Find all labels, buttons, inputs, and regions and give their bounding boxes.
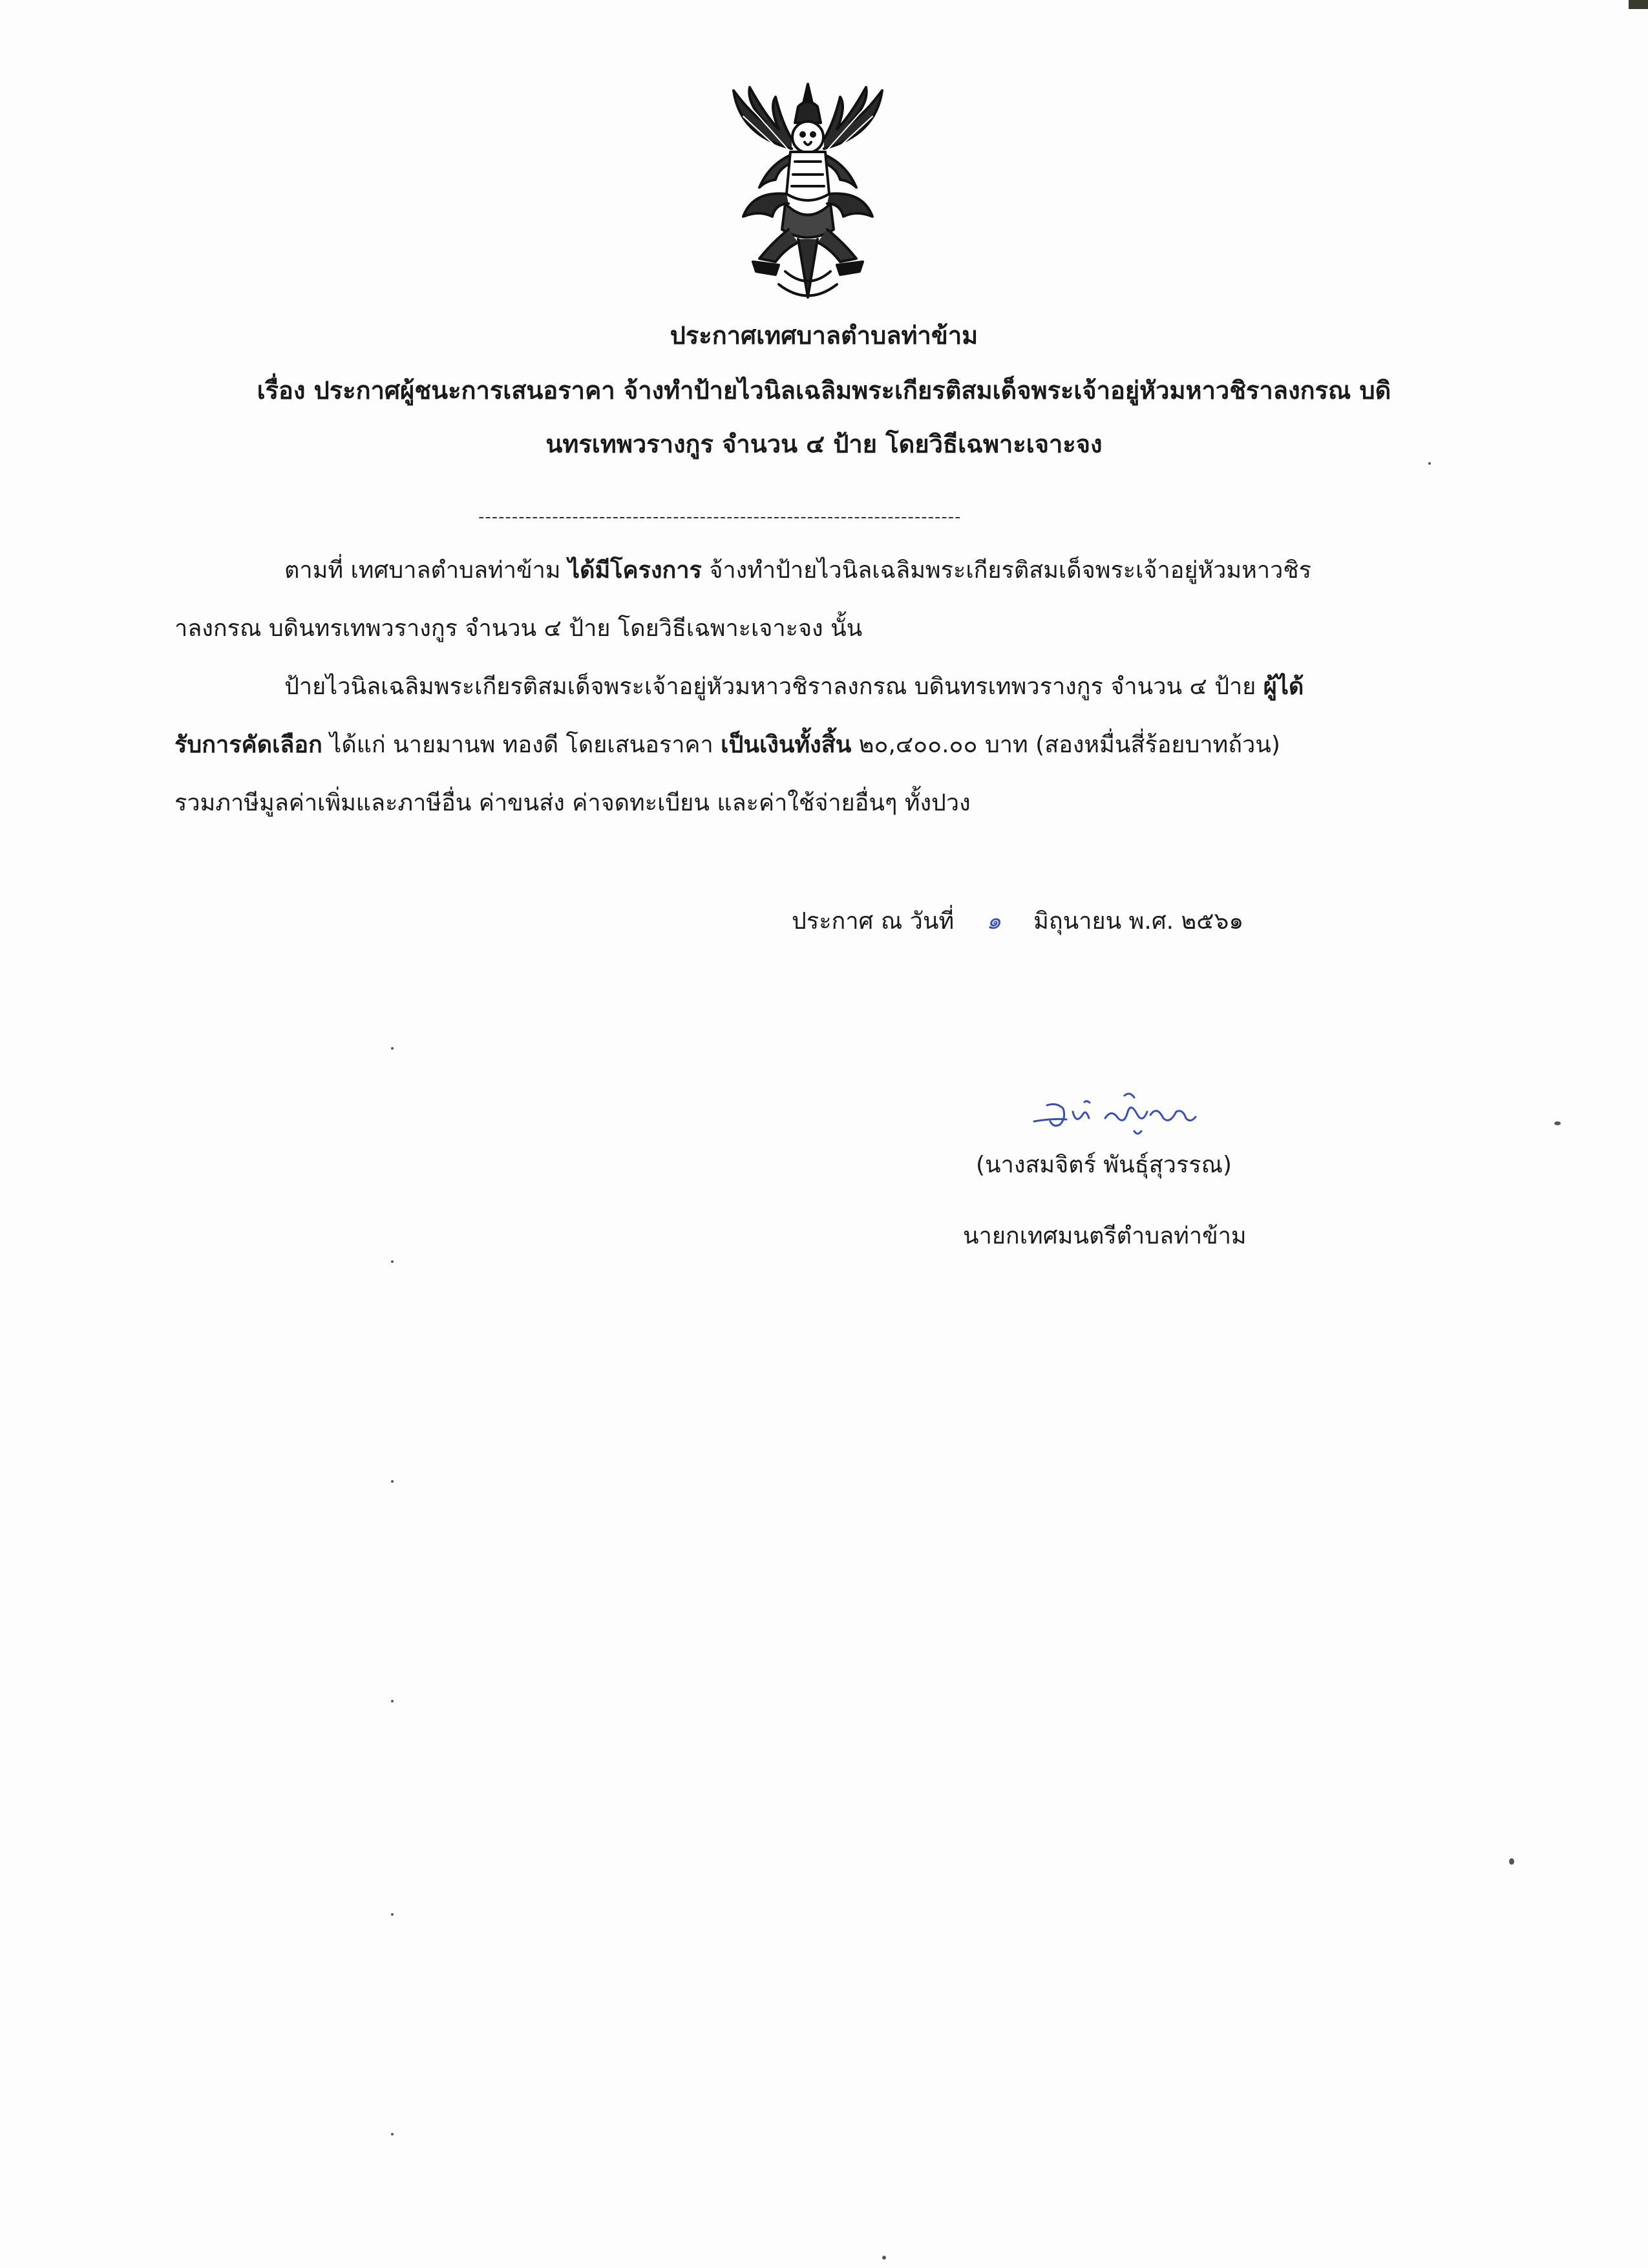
paragraph-2-amount: ๒๐,๔๐๐.๐๐ บาท (สองหมื่นสี่ร้อยบาทถ้วน) — [851, 732, 1280, 758]
announcement-date — [792, 910, 1243, 933]
scan-speck — [391, 2133, 394, 2136]
paragraph-2-total-label: เป็นเงินทั้งสิ้น — [721, 732, 852, 758]
paragraph-2-line-3: รวมภาษีมูลค่าเพิ่มและภาษีอื่น ค่าขนส่ง ค่าจดทะเบียน และค่าใช้จ่ายอื่นๆ ทั้งปวง — [174, 790, 971, 816]
signatory-position: นายกเทศมนตรีตำบลท่าข้าม — [963, 1223, 1247, 1249]
scan-edge-mark — [1629, 0, 1648, 9]
date-day: ๑ — [986, 908, 1002, 935]
scan-speck — [391, 1047, 394, 1050]
subject-line-2: นทรเทพวรางกูร จำนวน ๔ ป้าย โดยวิธีเฉพาะเจาะจง — [545, 430, 1103, 458]
scan-speck — [882, 2256, 886, 2260]
garuda-emblem-icon — [714, 78, 902, 310]
scan-speck — [391, 1700, 394, 1702]
title-divider: ------------------------------------------------------------------------ — [478, 507, 962, 527]
paragraph-2-selected-label: รับการคัดเลือก — [174, 732, 322, 758]
paragraph-2-text-a: ป้ายไวนิลเฉลิมพระเกียรติสมเด็จพระเจ้าอยู่หัวมหาวชิราลงกรณ บดินทรเทพวรางกูร จำนวน ๔ ป้าย — [284, 673, 1263, 700]
paragraph-2-winner: ได้แก่ นายมานพ ทองดี โดยเสนอราคา — [322, 732, 721, 758]
paragraph-1-line-1 — [284, 559, 1311, 582]
paragraph-1-text-b: ได้มีโครงการ — [567, 557, 702, 584]
paragraph-2-line-1 — [284, 675, 1304, 699]
scan-speck — [391, 1480, 394, 1483]
scan-speck — [1509, 1858, 1514, 1865]
paragraph-2-line-2 — [174, 734, 1280, 757]
scan-speck — [1428, 462, 1431, 465]
paragraph-1-text-c: จ้างทำป้ายไวนิลเฉลิมพระเกียรติสมเด็จพระเจ้าอยู่หัวมหาวชิร — [701, 557, 1312, 584]
scan-speck — [1554, 1121, 1561, 1125]
signatory-name: (นางสมจิตร์ พันธุ์สุวรรณ) — [976, 1152, 1232, 1178]
subject-line-1: เรื่อง ประกาศผู้ชนะการเสนอราคา จ้างทำป้ายไวนิลเฉลิมพระเกียรติสมเด็จพระเจ้าอยู่หัวมหาวชิราลงกรณ บดิ — [257, 376, 1391, 405]
scan-speck — [391, 1260, 394, 1263]
date-prefix: ประกาศ ณ วันที่ — [792, 908, 955, 935]
handwritten-signature-icon — [1028, 1086, 1221, 1144]
paragraph-1-line-2: าลงกรณ บดินทรเทพวรางกูร จำนวน ๔ ป้าย โดยวิธีเฉพาะเจาะจง นั้น — [174, 615, 863, 642]
paragraph-2-text-b: ผู้ได้ — [1263, 673, 1304, 700]
date-month-year: มิถุนายน พ.ศ. ๒๕๖๑ — [1033, 908, 1244, 935]
scan-speck — [391, 1913, 394, 1916]
announcement-title: ประกาศเทศบาลตำบลท่าข้าม — [670, 321, 978, 350]
paragraph-1-text-a: ตามที่ เทศบาลตำบลท่าข้าม — [284, 557, 568, 584]
